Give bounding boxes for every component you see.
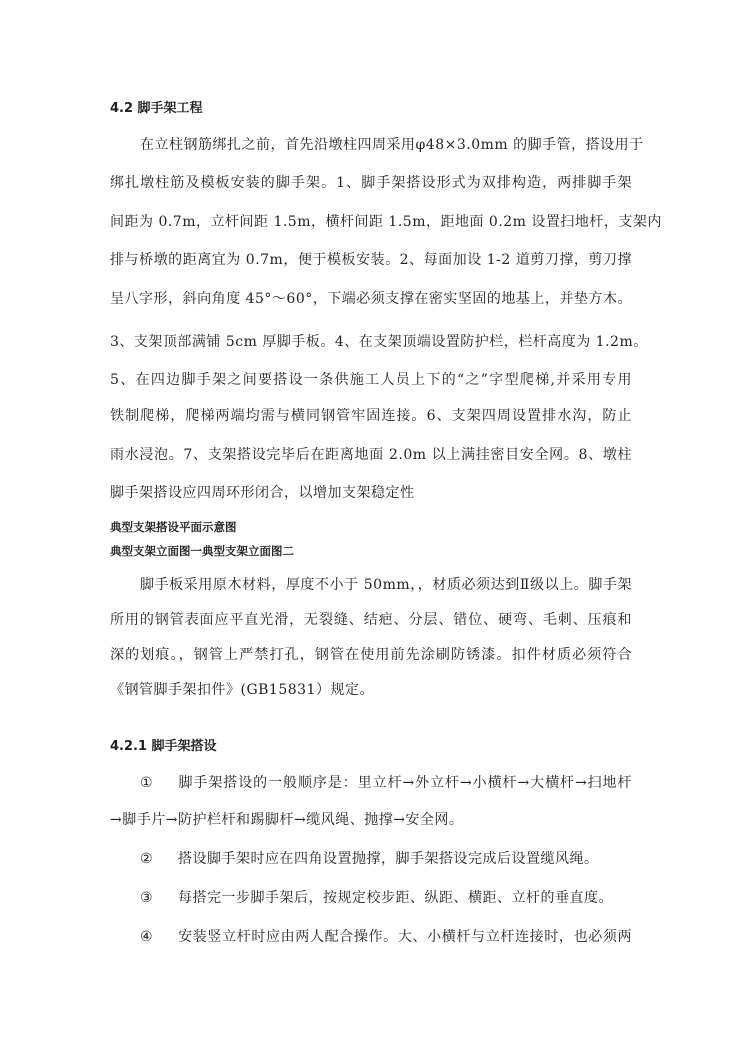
text-line: 《钢管脚手架扣件》(GB15831）规定。: [110, 682, 374, 698]
item-number: ①: [140, 775, 154, 791]
text-line: 雨水浸泡。7、支架搭设完毕后在距离地面 2.0m 以上满挂密目安全网。8、墩柱: [110, 447, 632, 463]
text-line: 深的划痕。，钢管上严禁打孔，钢管在使用前先涂刷防锈漆。扣件材质必须符合: [110, 647, 632, 663]
text-line: 5、在四边脚手架之间要搭设一条供施工人员上下的“之”字型爬梯,并采用专用: [110, 372, 632, 388]
list-item: [140, 888, 632, 908]
text-line: 在立柱钢筋绑扎之前，首先沿墩柱四周采用φ48×3.0mm 的脚手管，搭设用于: [140, 137, 644, 153]
item-text: 安装竖立杆时应由两人配合操作。大、小横杆与立杆连接时，也必须两: [178, 929, 632, 945]
subsection-heading: 4.2.1 脚手架搭设: [110, 739, 217, 754]
item-text: 搭设脚手架时应在四角设置抛撑，脚手架搭设完成后设置缆风绳。: [178, 851, 599, 867]
item-text: 每搭完一步脚手架后，按规定校步距、纵距、横距、立杆的垂直度。: [178, 890, 613, 906]
item-text: 脚手架搭设的一般顺序是：里立杆→外立杆→小横杆→大横杆→扫地杆: [178, 775, 632, 791]
text-line: 脚手板采用原木材料，厚度不小于 50mm，，材质必须达到Ⅱ级以上。脚手架: [140, 577, 632, 593]
item-number: ③: [140, 890, 154, 906]
text-line: 脚手架搭设应四周环形闭合，以增加支架稳定性: [110, 485, 415, 501]
text-line: 铁制爬梯，爬梯两端均需与横同钢管牢固连接。6、支架四周设置排水沟，防止: [110, 408, 632, 424]
list-item: [140, 773, 632, 793]
list-item: [140, 927, 632, 947]
item-number: ②: [140, 851, 154, 867]
text-line: 排与桥墩的距离宜为 0.7m，便于模板安装。2、每面加设 1-2 道剪刀撑，剪刀撑: [110, 252, 632, 268]
figure-caption: 典型支架立面图一典型支架立面图二: [110, 544, 294, 558]
list-item: [140, 849, 632, 869]
list-item-continuation: →脚手片→防护栏杆和踢脚杆→缆风绳、抛撑→安全网。: [110, 812, 464, 828]
figure-caption: 典型支架搭设平面示意图: [110, 520, 237, 534]
text-line: 呈八字形，斜向角度 45°～60°，下端必须支撑在密实坚固的地基上，并垫方木。: [110, 291, 632, 307]
text-line: 间距为 0.7m，立杆间距 1.5m，横杆间距 1.5m，距地面 0.2m 设置扫地杆，支架内: [110, 214, 662, 230]
item-number: ④: [140, 929, 154, 945]
text-line: 3、支架顶部满铺 5cm 厚脚手板。4、在支架顶端设置防护栏，栏杆高度为 1.2m。: [110, 334, 648, 350]
text-line: 绑扎墩柱筋及模板安装的脚手架。1、脚手架搭设形式为双排构造，两排脚手架: [110, 175, 632, 191]
section-heading: 4.2 脚手架工程: [110, 101, 203, 116]
text-line: 所用的钢管表面应平直光滑，无裂缝、结疤、分层、错位、硬弯、毛刺、压痕和: [110, 612, 632, 628]
